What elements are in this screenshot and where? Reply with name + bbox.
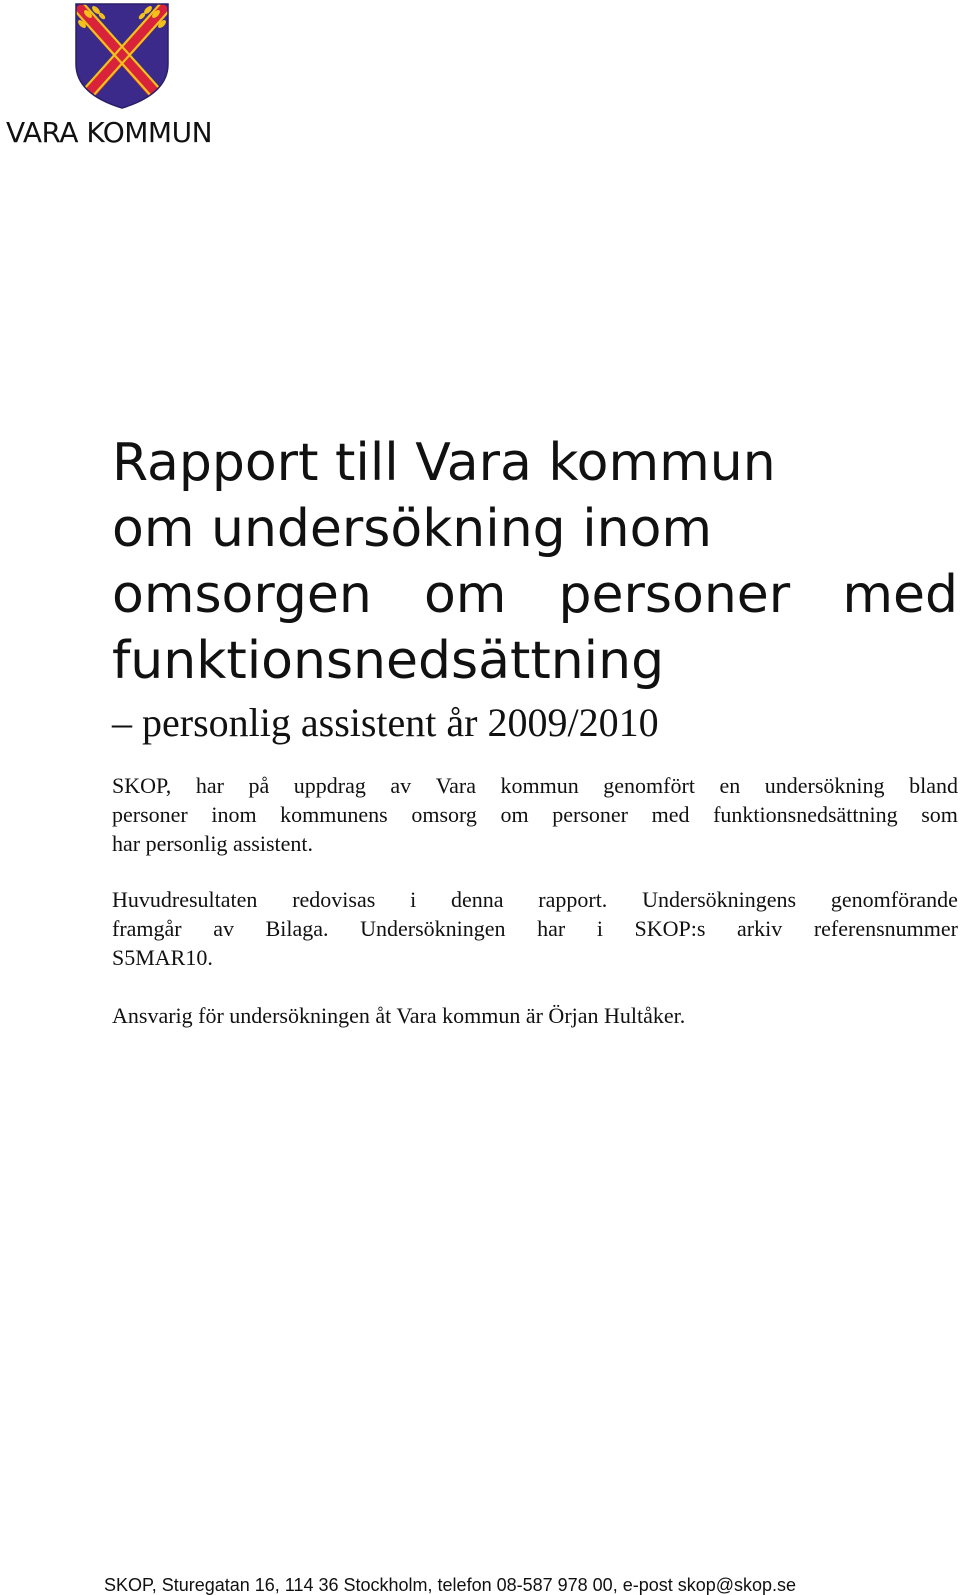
logo-wordmark: VARA KOMMUN	[6, 116, 213, 149]
word: med	[651, 802, 690, 827]
word: referensnummer	[813, 916, 958, 941]
word: i	[596, 916, 603, 941]
title-line-4: funktionsnedsättning	[112, 631, 665, 691]
word: funktionsnedsättning	[713, 802, 898, 827]
word: arkiv	[737, 916, 783, 941]
title-word: omsorgen	[112, 565, 372, 625]
intro-paragraph	[112, 771, 958, 858]
word: som	[921, 802, 958, 827]
paragraph-line: har personlig assistent.	[112, 831, 314, 856]
title-word: med	[842, 565, 958, 625]
word: Undersökningen	[360, 916, 506, 941]
word: bland	[909, 773, 958, 798]
paragraph-line	[112, 800, 958, 829]
word: redovisas	[292, 887, 376, 912]
word: Undersökningens	[642, 887, 797, 912]
word: undersökning	[764, 773, 885, 798]
paragraph-line	[112, 914, 958, 943]
word: personer	[552, 802, 628, 827]
paragraph-line: S5MAR10.	[112, 945, 213, 970]
vara-kommun-logo	[6, 2, 236, 152]
word: av	[390, 773, 412, 798]
title-word: personer	[558, 565, 791, 625]
title-line-3	[112, 562, 958, 628]
word: omsorg	[411, 802, 477, 827]
word: en	[719, 773, 741, 798]
coat-of-arms-icon	[74, 2, 170, 110]
report-subtitle: – personlig assistent år 2009/2010	[112, 700, 659, 745]
word: Bilaga.	[265, 916, 329, 941]
word: kommun	[500, 773, 579, 798]
word: i	[410, 887, 417, 912]
results-paragraph	[112, 885, 958, 972]
paragraph-line	[112, 885, 958, 914]
title-word: om	[423, 565, 507, 625]
word: har	[537, 916, 566, 941]
responsible-paragraph: Ansvarig för undersökningen åt Vara kommun är Örjan Hultåker.	[112, 1003, 686, 1028]
footer-contact: SKOP, Sturegatan 16, 114 36 Stockholm, telefon 08-587 978 00, e-post skop@skop.se	[104, 1575, 797, 1595]
word: på	[248, 773, 270, 798]
word: framgår	[112, 916, 182, 941]
word: uppdrag	[293, 773, 366, 798]
word: SKOP:s	[634, 916, 706, 941]
title-line-2: om undersökning inom	[112, 499, 713, 559]
paragraph-line	[112, 771, 958, 800]
word: om	[500, 802, 529, 827]
word: SKOP,	[112, 773, 172, 798]
word: denna	[450, 887, 504, 912]
word: Huvudresultaten	[112, 887, 258, 912]
word: kommunens	[280, 802, 388, 827]
word: har	[195, 773, 224, 798]
title-line-1: Rapport till Vara kommun	[112, 433, 776, 493]
word: genomförande	[830, 887, 958, 912]
word: rapport.	[538, 887, 608, 912]
word: Vara	[435, 773, 476, 798]
word: personer	[112, 802, 188, 827]
report-title	[112, 430, 958, 750]
word: av	[213, 916, 234, 941]
word: inom	[211, 802, 257, 827]
word: genomfört	[603, 773, 695, 798]
